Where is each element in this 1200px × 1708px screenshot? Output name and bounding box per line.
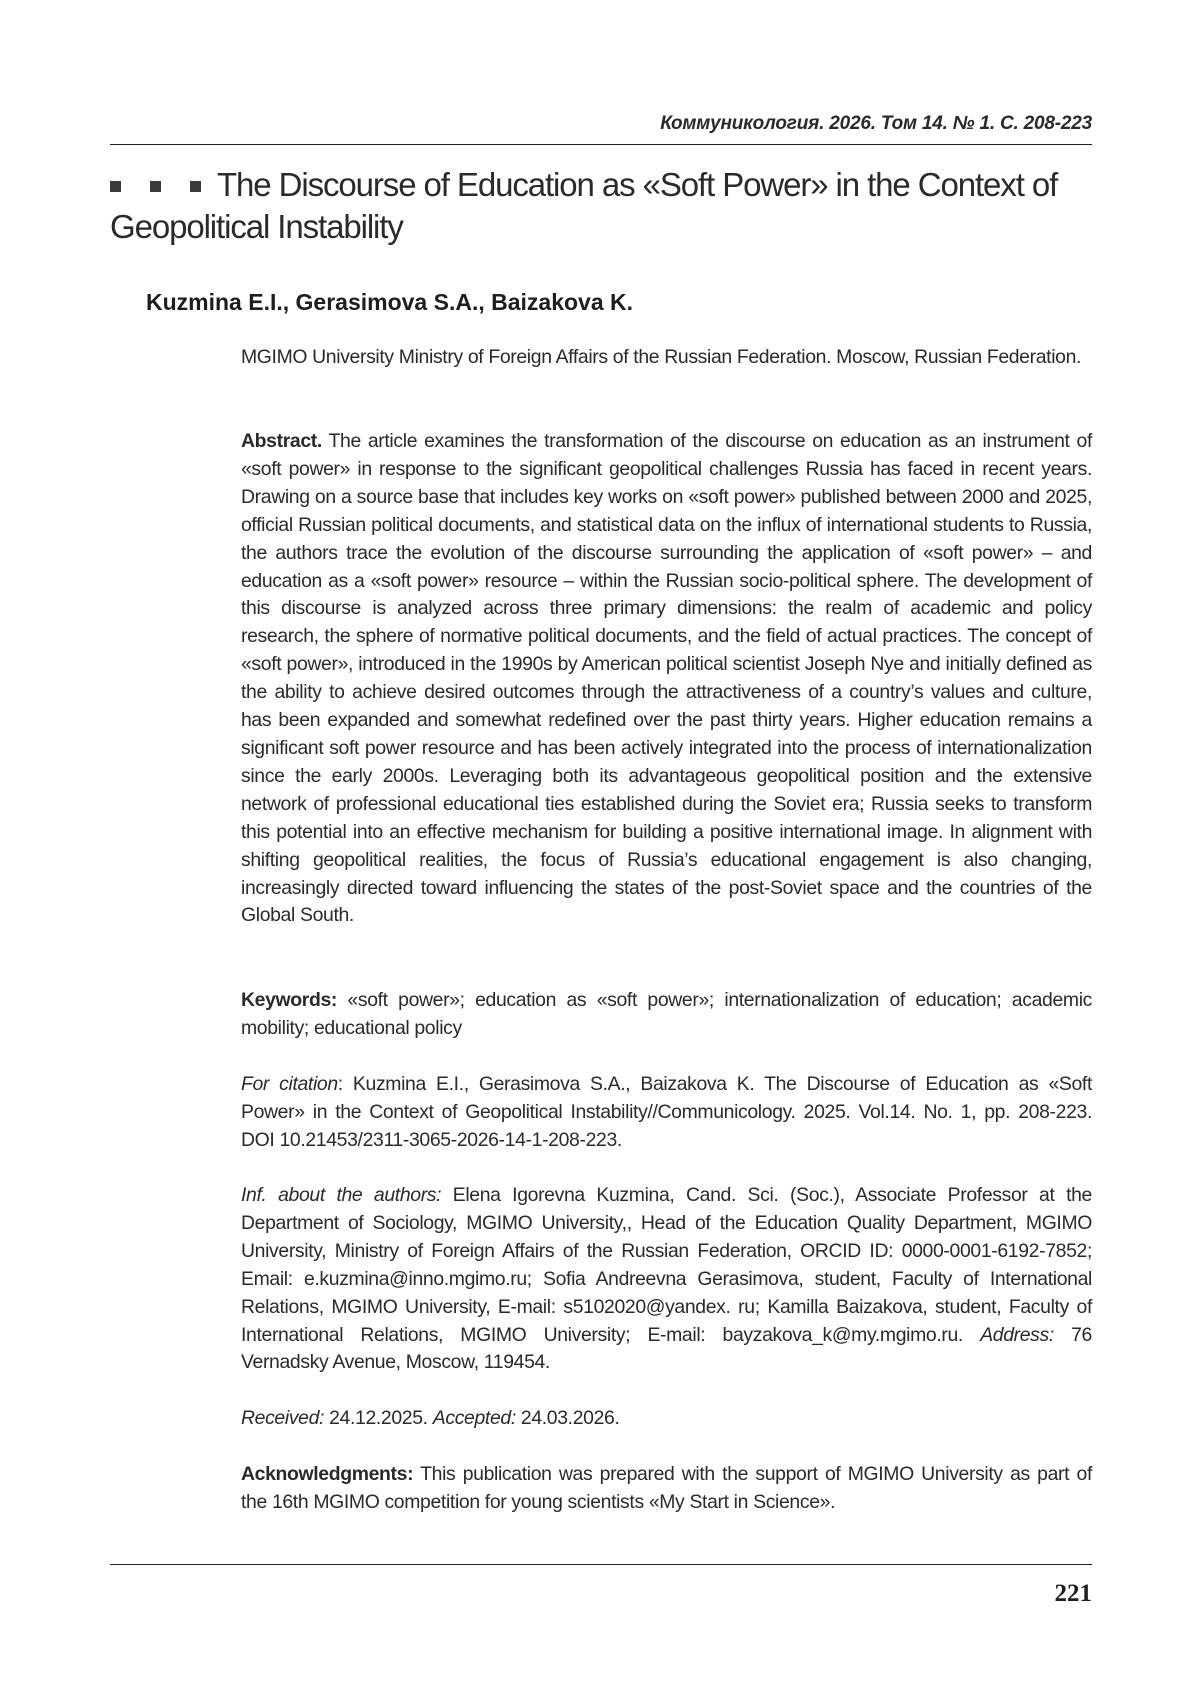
address-label: Address: xyxy=(980,1323,1054,1346)
received-date: 24.12.2025. xyxy=(329,1407,428,1429)
title-bullets-icon xyxy=(110,160,201,202)
running-head: Коммуникология. 2026. Том 14. № 1. С. 208-223 xyxy=(660,113,1092,134)
authors-info-label: Inf. about the authors: xyxy=(241,1184,442,1206)
abstract-text: The article examines the transformation of the discourse on education as an instrument of «soft power» in response to the significant geopolitical challenges Russia has faced in recent years. Drawing on a source base that includes key works on «soft power» published between 2000 and 2025, official Russian political documents, and statistical data on the influx of international students to Russia, the authors trace the evolution of the discourse surrounding the application of «soft power» – and education as a «soft power» resource – within the Russian socio-political sphere. The development of this discourse is analyzed across three primary dimensions: the realm of academic and policy research, the sphere of normative political documents, and the field of actual practices. The concept of «soft power», introduced in the 1990s by American political scientist Joseph Nye and initially defined as the ability to achieve desired outcomes through the attractiveness of a country’s values and culture, has been expanded and somewhat redefined over the past thirty years. Higher education remains a significant soft power resource and has been actively integrated into the process of internationalization since the early 2000s. Leveraging both its advantageous geopolitical position and the extensive network of professional educational ties established during the Soviet era; Russia seeks to transform this potential into an effective mechanism for building a positive international image. In alignment with shifting geopolitical realities, the focus of Russia’s educational engagement is also changing, increasingly directed toward influencing the states of the post-Soviet space and the countries of the Global South. xyxy=(241,430,1092,927)
dates-section xyxy=(241,1405,1092,1433)
header-rule xyxy=(110,144,1092,145)
authors-info-section xyxy=(241,1182,1092,1377)
received-label: Received: xyxy=(241,1407,325,1429)
citation-label: For citation xyxy=(241,1073,338,1095)
page-number: 221 xyxy=(1054,1580,1092,1607)
acknowledgments-text: This publication was prepared with the support of MGIMO University as part of the 16th MGIMO competition for young scientists «My Start in Science». xyxy=(241,1463,1092,1513)
citation-text: : Kuzmina E.I., Gerasimova S.A., Baizakova K. The Discourse of Education as «Soft Power» in the Context of Geopolitical Instability//Communicology. 2025. Vol.14. No. 1, pp. 208-223. DOI 10.21453/2311-3065-2026-14-1-208-223. xyxy=(241,1073,1092,1151)
address-text: 76 Vernadsky Avenue, Moscow, 119454. xyxy=(241,1323,1092,1374)
citation-section xyxy=(241,1071,1092,1155)
authors-info-text: Elena Igorevna Kuzmina, Cand. Sci. (Soc.), Associate Professor at the Department of Sociology, MGIMO University,, Head of the Education Quality Department, MGIMO University, Ministry of Foreign Affairs of the Russian Federation, ORCID ID: 0000-0001-6192-7852; Email: e.kuzmina@inno.mgimo.ru; Sofia Andreevna Gerasimova, student, Faculty of International Relations, MGIMO University, E-mail: s5102020@yandex. ru; Kamilla Baizakova, student, Faculty of International Relations, MGIMO University; E-mail: bayzakova_k@my.mgimo.ru. xyxy=(241,1184,1092,1346)
keywords-label: Keywords: xyxy=(241,989,337,1011)
keywords-text: «soft power»; education as «soft power»; internationalization of education; academic mobility; educational policy xyxy=(241,989,1092,1039)
keywords-section xyxy=(241,987,1092,1043)
acknowledgments-label: Acknowledgments: xyxy=(241,1463,414,1485)
acknowledgments-section xyxy=(241,1461,1092,1517)
affiliation: MGIMO University Ministry of Foreign Affairs of the Russian Federation. Moscow, Russian Federation. xyxy=(241,346,1082,368)
accepted-label: Accepted: xyxy=(432,1407,516,1429)
abstract-section xyxy=(241,428,1092,930)
article-title-block xyxy=(110,160,1100,248)
footer-rule xyxy=(110,1564,1092,1565)
article-authors: Kuzmina E.I., Gerasimova S.A., Baizakova K. xyxy=(146,289,634,315)
article-title: The Discourse of Education as «Soft Power» in the Context of Geopolitical Instability xyxy=(110,166,1058,245)
abstract-label: Abstract. xyxy=(241,430,322,452)
accepted-date: 24.03.2026. xyxy=(520,1407,620,1429)
